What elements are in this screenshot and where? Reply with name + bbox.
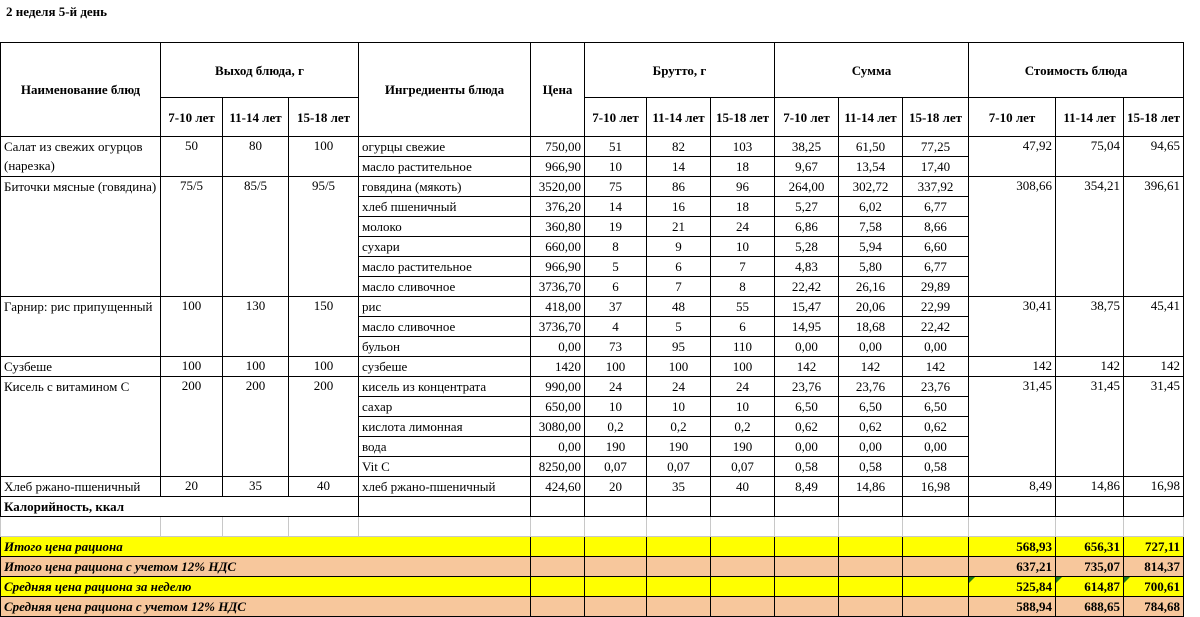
- ingredient-gross[interactable]: 10: [711, 237, 775, 257]
- totals-empty-cell[interactable]: [839, 577, 903, 597]
- ingredient-sum[interactable]: 8,66: [903, 217, 969, 237]
- ingredient-sum[interactable]: 22,42: [903, 317, 969, 337]
- empty-cell[interactable]: [531, 517, 585, 537]
- header-dish-name[interactable]: Наименование блюд: [1, 43, 161, 137]
- ingredient-sum[interactable]: 61,50: [839, 137, 903, 157]
- dish-output[interactable]: 150: [289, 297, 359, 357]
- header-cost-age-7-10[interactable]: 7-10 лет: [969, 98, 1056, 137]
- dish-output[interactable]: 100: [289, 137, 359, 177]
- ingredient-gross[interactable]: 86: [647, 177, 711, 197]
- ingredient-gross[interactable]: 48: [647, 297, 711, 317]
- ingredient-name[interactable]: говядина (мякоть): [359, 177, 531, 197]
- ingredient-sum[interactable]: 14,95: [775, 317, 839, 337]
- ingredient-name[interactable]: бульон: [359, 337, 531, 357]
- dish-cost[interactable]: 45,41: [1124, 297, 1184, 357]
- ingredient-sum[interactable]: 337,92: [903, 177, 969, 197]
- dish-cost[interactable]: 308,66: [969, 177, 1056, 297]
- header-gross-age-7-10[interactable]: 7-10 лет: [585, 98, 647, 137]
- empty-cell[interactable]: [775, 517, 839, 537]
- ingredient-sum[interactable]: 7,58: [839, 217, 903, 237]
- ingredient-gross[interactable]: 75: [585, 177, 647, 197]
- ingredient-sum[interactable]: 38,25: [775, 137, 839, 157]
- ingredient-sum[interactable]: 302,72: [839, 177, 903, 197]
- ingredient-sum[interactable]: 77,25: [903, 137, 969, 157]
- ingredient-price[interactable]: 750,00: [531, 137, 585, 157]
- ingredient-sum[interactable]: 23,76: [775, 377, 839, 397]
- ingredient-sum[interactable]: 0,58: [903, 457, 969, 477]
- ingredient-sum[interactable]: 26,16: [839, 277, 903, 297]
- empty-cell[interactable]: [903, 517, 969, 537]
- totals-label[interactable]: Средняя цена рациона с учетом 12% НДС: [1, 597, 531, 617]
- ingredient-name[interactable]: сузбеше: [359, 357, 531, 377]
- header-output-age-7-10[interactable]: 7-10 лет: [161, 98, 223, 137]
- ingredient-name[interactable]: кислота лимонная: [359, 417, 531, 437]
- totals-empty-cell[interactable]: [903, 557, 969, 577]
- dish-output[interactable]: 40: [289, 477, 359, 497]
- ingredient-sum[interactable]: 0,58: [839, 457, 903, 477]
- ingredient-price[interactable]: 966,90: [531, 157, 585, 177]
- ingredient-sum[interactable]: 4,83: [775, 257, 839, 277]
- totals-value[interactable]: 700,61: [1124, 577, 1184, 597]
- ingredient-gross[interactable]: 0,07: [647, 457, 711, 477]
- dish-cost[interactable]: 142: [1124, 357, 1184, 377]
- ingredient-gross[interactable]: 14: [585, 197, 647, 217]
- totals-empty-cell[interactable]: [647, 557, 711, 577]
- totals-value[interactable]: 525,84: [969, 577, 1056, 597]
- dish-cost[interactable]: 31,45: [1056, 377, 1124, 477]
- ingredient-gross[interactable]: 51: [585, 137, 647, 157]
- header-gross-age-15-18[interactable]: 15-18 лет: [711, 98, 775, 137]
- totals-value[interactable]: 688,65: [1056, 597, 1124, 617]
- table-row: [1, 137, 1184, 157]
- totals-value[interactable]: 568,93: [969, 537, 1056, 557]
- ingredient-sum[interactable]: 15,47: [775, 297, 839, 317]
- totals-empty-cell[interactable]: [903, 597, 969, 617]
- dish-cost[interactable]: 16,98: [1124, 477, 1184, 497]
- ingredient-sum[interactable]: 5,28: [775, 237, 839, 257]
- empty-cell[interactable]: [647, 517, 711, 537]
- totals-empty-cell[interactable]: [775, 597, 839, 617]
- dish-output[interactable]: 35: [223, 477, 289, 497]
- ingredient-gross[interactable]: 110: [711, 337, 775, 357]
- ingredient-gross[interactable]: 82: [647, 137, 711, 157]
- dish-output[interactable]: 80: [223, 137, 289, 177]
- header-output-age-11-14[interactable]: 11-14 лет: [223, 98, 289, 137]
- ingredient-sum[interactable]: 9,67: [775, 157, 839, 177]
- dish-cost[interactable]: 47,92: [969, 137, 1056, 177]
- dish-name[interactable]: Биточки мясные (говядина): [1, 177, 161, 297]
- calories-label[interactable]: Калорийность, ккал: [1, 497, 359, 517]
- ingredient-gross[interactable]: 8: [585, 237, 647, 257]
- dish-cost[interactable]: 14,86: [1056, 477, 1124, 497]
- ingredient-gross[interactable]: 21: [647, 217, 711, 237]
- totals-empty-cell[interactable]: [839, 537, 903, 557]
- dish-cost[interactable]: 38,75: [1056, 297, 1124, 357]
- empty-cell[interactable]: [289, 517, 359, 537]
- ingredient-sum[interactable]: 14,86: [839, 477, 903, 497]
- totals-value[interactable]: 637,21: [969, 557, 1056, 577]
- totals-empty-cell[interactable]: [585, 557, 647, 577]
- ingredient-sum[interactable]: 142: [903, 357, 969, 377]
- ingredient-gross[interactable]: 190: [647, 437, 711, 457]
- header-sum-age-11-14[interactable]: 11-14 лет: [839, 98, 903, 137]
- ingredient-sum[interactable]: 22,99: [903, 297, 969, 317]
- ingredient-sum[interactable]: 17,40: [903, 157, 969, 177]
- ingredient-price[interactable]: 3736,70: [531, 277, 585, 297]
- ingredient-gross[interactable]: 100: [647, 357, 711, 377]
- sheet-title: 2 неделя 5-й день: [6, 4, 108, 19]
- ingredient-gross[interactable]: 14: [647, 157, 711, 177]
- ingredient-gross[interactable]: 10: [585, 397, 647, 417]
- totals-empty-cell[interactable]: [647, 577, 711, 597]
- totals-empty-cell[interactable]: [775, 537, 839, 557]
- cell[interactable]: [775, 497, 839, 517]
- cell[interactable]: [711, 497, 775, 517]
- ingredient-price[interactable]: 660,00: [531, 237, 585, 257]
- totals-empty-cell[interactable]: [647, 597, 711, 617]
- cell[interactable]: [359, 497, 531, 517]
- totals-row: [1, 557, 1184, 577]
- ingredient-gross[interactable]: 20: [585, 477, 647, 497]
- ingredient-gross[interactable]: 7: [647, 277, 711, 297]
- ingredient-sum[interactable]: 22,42: [775, 277, 839, 297]
- ingredient-name[interactable]: хлеб ржано-пшеничный: [359, 477, 531, 497]
- ingredient-sum[interactable]: 0,58: [775, 457, 839, 477]
- totals-row: [1, 537, 1184, 557]
- table-row: [1, 477, 1184, 497]
- table-row: [1, 357, 1184, 377]
- ingredient-sum[interactable]: 0,00: [903, 337, 969, 357]
- menu-table: [0, 42, 1184, 617]
- ingredient-gross[interactable]: 5: [585, 257, 647, 277]
- header-gross-age-11-14[interactable]: 11-14 лет: [647, 98, 711, 137]
- ingredient-sum[interactable]: 29,89: [903, 277, 969, 297]
- ingredient-price[interactable]: 650,00: [531, 397, 585, 417]
- totals-empty-cell[interactable]: [775, 577, 839, 597]
- dish-output[interactable]: 50: [161, 137, 223, 177]
- ingredient-gross[interactable]: 0,07: [711, 457, 775, 477]
- ingredient-sum[interactable]: 142: [775, 357, 839, 377]
- cell[interactable]: [647, 497, 711, 517]
- ingredient-gross[interactable]: 95: [647, 337, 711, 357]
- dish-output[interactable]: 75/5: [161, 177, 223, 297]
- ingredient-sum[interactable]: 6,86: [775, 217, 839, 237]
- totals-empty-cell[interactable]: [531, 577, 585, 597]
- totals-body: [1, 497, 1184, 617]
- dish-output[interactable]: 200: [223, 377, 289, 477]
- ingredient-sum[interactable]: 0,00: [775, 437, 839, 457]
- ingredient-gross[interactable]: 0,07: [585, 457, 647, 477]
- totals-empty-cell[interactable]: [711, 537, 775, 557]
- ingredient-sum[interactable]: 16,98: [903, 477, 969, 497]
- totals-value[interactable]: 784,68: [1124, 597, 1184, 617]
- totals-value[interactable]: 614,87: [1056, 577, 1124, 597]
- cell[interactable]: [903, 497, 969, 517]
- totals-empty-cell[interactable]: [585, 537, 647, 557]
- header-gross[interactable]: Брутто, г: [585, 43, 775, 98]
- cell[interactable]: [839, 497, 903, 517]
- ingredient-name[interactable]: хлеб пшеничный: [359, 197, 531, 217]
- table-row: [1, 297, 1184, 317]
- ingredient-sum[interactable]: 0,62: [903, 417, 969, 437]
- ingredient-gross[interactable]: 18: [711, 157, 775, 177]
- ingredient-sum[interactable]: 0,00: [903, 437, 969, 457]
- totals-empty-cell[interactable]: [711, 577, 775, 597]
- dish-output[interactable]: 200: [289, 377, 359, 477]
- dish-cost[interactable]: 354,21: [1056, 177, 1124, 297]
- totals-value[interactable]: 814,37: [1124, 557, 1184, 577]
- ingredient-price[interactable]: 418,00: [531, 297, 585, 317]
- totals-empty-cell[interactable]: [585, 597, 647, 617]
- ingredient-name[interactable]: кисель из концентрата: [359, 377, 531, 397]
- ingredient-gross[interactable]: 0,2: [585, 417, 647, 437]
- cell[interactable]: [531, 497, 585, 517]
- ingredient-price[interactable]: 8250,00: [531, 457, 585, 477]
- ingredient-sum[interactable]: 0,00: [775, 337, 839, 357]
- totals-label[interactable]: Итого цена рациона: [1, 537, 531, 557]
- totals-value[interactable]: 588,94: [969, 597, 1056, 617]
- dish-cost[interactable]: 31,45: [969, 377, 1056, 477]
- totals-label[interactable]: Итого цена рациона с учетом 12% НДС: [1, 557, 531, 577]
- dish-output[interactable]: 95/5: [289, 177, 359, 297]
- totals-empty-cell[interactable]: [531, 537, 585, 557]
- ingredient-sum[interactable]: 0,00: [839, 337, 903, 357]
- ingredient-gross[interactable]: 6: [711, 317, 775, 337]
- dish-name[interactable]: Кисель с витамином С: [1, 377, 161, 477]
- ingredient-gross[interactable]: 6: [585, 277, 647, 297]
- ingredient-sum[interactable]: 6,77: [903, 197, 969, 217]
- totals-empty-cell[interactable]: [775, 557, 839, 577]
- totals-value[interactable]: 727,11: [1124, 537, 1184, 557]
- dish-output[interactable]: 130: [223, 297, 289, 357]
- ingredient-name[interactable]: масло растительное: [359, 257, 531, 277]
- ingredient-name[interactable]: рис: [359, 297, 531, 317]
- dish-output[interactable]: 100: [161, 357, 223, 377]
- table-body: [1, 137, 1184, 497]
- dish-name[interactable]: Салат из свежих огурцов (нарезка): [1, 137, 161, 177]
- header-price[interactable]: Цена: [531, 43, 585, 137]
- dish-name[interactable]: Хлеб ржано-пшеничный: [1, 477, 161, 497]
- ingredient-name[interactable]: масло сливочное: [359, 317, 531, 337]
- cell[interactable]: [585, 497, 647, 517]
- dish-cost[interactable]: 31,45: [1124, 377, 1184, 477]
- totals-label[interactable]: Средняя цена рациона за неделю: [1, 577, 531, 597]
- ingredient-name[interactable]: масло растительное: [359, 157, 531, 177]
- ingredient-name[interactable]: масло сливочное: [359, 277, 531, 297]
- header-ingredients[interactable]: Ингредиенты блюда: [359, 43, 531, 137]
- cell[interactable]: [1124, 497, 1184, 517]
- ingredient-sum[interactable]: 6,50: [903, 397, 969, 417]
- empty-cell[interactable]: [359, 517, 531, 537]
- dish-output[interactable]: 100: [223, 357, 289, 377]
- ingredient-gross[interactable]: 10: [711, 397, 775, 417]
- ingredient-sum[interactable]: 5,94: [839, 237, 903, 257]
- ingredient-gross[interactable]: 19: [585, 217, 647, 237]
- dish-output[interactable]: 20: [161, 477, 223, 497]
- ingredient-gross[interactable]: 103: [711, 137, 775, 157]
- ingredient-gross[interactable]: 100: [585, 357, 647, 377]
- dish-output[interactable]: 100: [289, 357, 359, 377]
- totals-empty-cell[interactable]: [711, 557, 775, 577]
- ingredient-gross[interactable]: 24: [711, 377, 775, 397]
- ingredient-sum[interactable]: 0,00: [839, 437, 903, 457]
- totals-empty-cell[interactable]: [531, 557, 585, 577]
- table-row: [1, 377, 1184, 397]
- ingredient-gross[interactable]: 4: [585, 317, 647, 337]
- totals-row: [1, 577, 1184, 597]
- ingredient-sum[interactable]: 6,60: [903, 237, 969, 257]
- ingredient-price[interactable]: 376,20: [531, 197, 585, 217]
- ingredient-gross[interactable]: 0,2: [711, 417, 775, 437]
- empty-cell[interactable]: [223, 517, 289, 537]
- empty-cell[interactable]: [1056, 517, 1124, 537]
- ingredient-gross[interactable]: 7: [711, 257, 775, 277]
- ingredient-sum[interactable]: 0,62: [775, 417, 839, 437]
- totals-empty-cell[interactable]: [839, 557, 903, 577]
- ingredient-price[interactable]: 424,60: [531, 477, 585, 497]
- totals-empty-cell[interactable]: [903, 577, 969, 597]
- ingredient-sum[interactable]: 6,50: [775, 397, 839, 417]
- dish-name[interactable]: Гарнир: рис припущенный: [1, 297, 161, 357]
- ingredient-gross[interactable]: 73: [585, 337, 647, 357]
- ingredient-sum[interactable]: 5,80: [839, 257, 903, 277]
- empty-cell[interactable]: [711, 517, 775, 537]
- ingredient-gross[interactable]: 10: [647, 397, 711, 417]
- ingredient-sum[interactable]: 264,00: [775, 177, 839, 197]
- dish-cost[interactable]: 8,49: [969, 477, 1056, 497]
- empty-cell[interactable]: [1, 517, 161, 537]
- ingredient-sum[interactable]: 6,02: [839, 197, 903, 217]
- header-cost[interactable]: Стоимость блюда: [969, 43, 1184, 98]
- cell[interactable]: [969, 497, 1056, 517]
- totals-empty-cell[interactable]: [839, 597, 903, 617]
- ingredient-price[interactable]: 360,80: [531, 217, 585, 237]
- ingredient-price[interactable]: 966,90: [531, 257, 585, 277]
- ingredient-price[interactable]: 990,00: [531, 377, 585, 397]
- ingredient-gross[interactable]: 96: [711, 177, 775, 197]
- ingredient-gross[interactable]: 8: [711, 277, 775, 297]
- dish-cost[interactable]: 142: [1056, 357, 1124, 377]
- ingredient-name[interactable]: молоко: [359, 217, 531, 237]
- ingredient-sum[interactable]: 18,68: [839, 317, 903, 337]
- ingredient-sum[interactable]: 0,62: [839, 417, 903, 437]
- ingredient-sum[interactable]: 20,06: [839, 297, 903, 317]
- ingredient-sum[interactable]: 13,54: [839, 157, 903, 177]
- dish-output[interactable]: 85/5: [223, 177, 289, 297]
- ingredient-gross[interactable]: 190: [711, 437, 775, 457]
- totals-empty-cell[interactable]: [647, 537, 711, 557]
- ingredient-gross[interactable]: 24: [711, 217, 775, 237]
- empty-cell[interactable]: [585, 517, 647, 537]
- totals-value[interactable]: 656,31: [1056, 537, 1124, 557]
- ingredient-name[interactable]: Vit C: [359, 457, 531, 477]
- ingredient-gross[interactable]: 6: [647, 257, 711, 277]
- header-output-age-15-18[interactable]: 15-18 лет: [289, 98, 359, 137]
- ingredient-price[interactable]: 1420: [531, 357, 585, 377]
- ingredient-name[interactable]: вода: [359, 437, 531, 457]
- ingredient-gross[interactable]: 37: [585, 297, 647, 317]
- totals-row: [1, 597, 1184, 617]
- ingredient-gross[interactable]: 40: [711, 477, 775, 497]
- totals-empty-cell[interactable]: [585, 577, 647, 597]
- empty-cell[interactable]: [839, 517, 903, 537]
- ingredient-price[interactable]: 3520,00: [531, 177, 585, 197]
- header-cost-age-15-18[interactable]: 15-18 лет: [1124, 98, 1184, 137]
- dish-name[interactable]: Сузбеше: [1, 357, 161, 377]
- ingredient-sum[interactable]: 142: [839, 357, 903, 377]
- ingredient-gross[interactable]: 35: [647, 477, 711, 497]
- ingredient-gross[interactable]: 0,2: [647, 417, 711, 437]
- dish-cost[interactable]: 396,61: [1124, 177, 1184, 297]
- ingredient-gross[interactable]: 100: [711, 357, 775, 377]
- ingredient-sum[interactable]: 23,76: [903, 377, 969, 397]
- header-output[interactable]: Выход блюда, г: [161, 43, 359, 98]
- ingredient-gross[interactable]: 16: [647, 197, 711, 217]
- dish-cost[interactable]: 30,41: [969, 297, 1056, 357]
- ingredient-sum[interactable]: 23,76: [839, 377, 903, 397]
- totals-empty-cell[interactable]: [531, 597, 585, 617]
- ingredient-price[interactable]: 3080,00: [531, 417, 585, 437]
- totals-empty-cell[interactable]: [903, 537, 969, 557]
- ingredient-gross[interactable]: 24: [585, 377, 647, 397]
- empty-cell[interactable]: [969, 517, 1056, 537]
- empty-cell[interactable]: [1124, 517, 1184, 537]
- cell[interactable]: [1056, 497, 1124, 517]
- ingredient-gross[interactable]: 190: [585, 437, 647, 457]
- ingredient-price[interactable]: 0,00: [531, 437, 585, 457]
- dish-output[interactable]: 100: [161, 297, 223, 357]
- ingredient-gross[interactable]: 5: [647, 317, 711, 337]
- totals-value[interactable]: 735,07: [1056, 557, 1124, 577]
- totals-empty-cell[interactable]: [711, 597, 775, 617]
- ingredient-sum[interactable]: 8,49: [775, 477, 839, 497]
- header-sum-age-15-18[interactable]: 15-18 лет: [903, 98, 969, 137]
- ingredient-gross[interactable]: 10: [585, 157, 647, 177]
- ingredient-name[interactable]: сахар: [359, 397, 531, 417]
- dish-cost[interactable]: 75,04: [1056, 137, 1124, 177]
- ingredient-sum[interactable]: 6,50: [839, 397, 903, 417]
- ingredient-name[interactable]: огурцы свежие: [359, 137, 531, 157]
- header-cost-age-11-14[interactable]: 11-14 лет: [1056, 98, 1124, 137]
- ingredient-name[interactable]: сухари: [359, 237, 531, 257]
- ingredient-gross[interactable]: 24: [647, 377, 711, 397]
- header-sum[interactable]: Сумма: [775, 43, 969, 98]
- dish-output[interactable]: 200: [161, 377, 223, 477]
- ingredient-sum[interactable]: 6,77: [903, 257, 969, 277]
- ingredient-price[interactable]: 0,00: [531, 337, 585, 357]
- empty-cell[interactable]: [161, 517, 223, 537]
- ingredient-price[interactable]: 3736,70: [531, 317, 585, 337]
- ingredient-gross[interactable]: 9: [647, 237, 711, 257]
- table-row: [1, 177, 1184, 197]
- ingredient-gross[interactable]: 55: [711, 297, 775, 317]
- dish-cost[interactable]: 94,65: [1124, 137, 1184, 177]
- ingredient-gross[interactable]: 18: [711, 197, 775, 217]
- dish-cost[interactable]: 142: [969, 357, 1056, 377]
- ingredient-sum[interactable]: 5,27: [775, 197, 839, 217]
- header-sum-age-7-10[interactable]: 7-10 лет: [775, 98, 839, 137]
